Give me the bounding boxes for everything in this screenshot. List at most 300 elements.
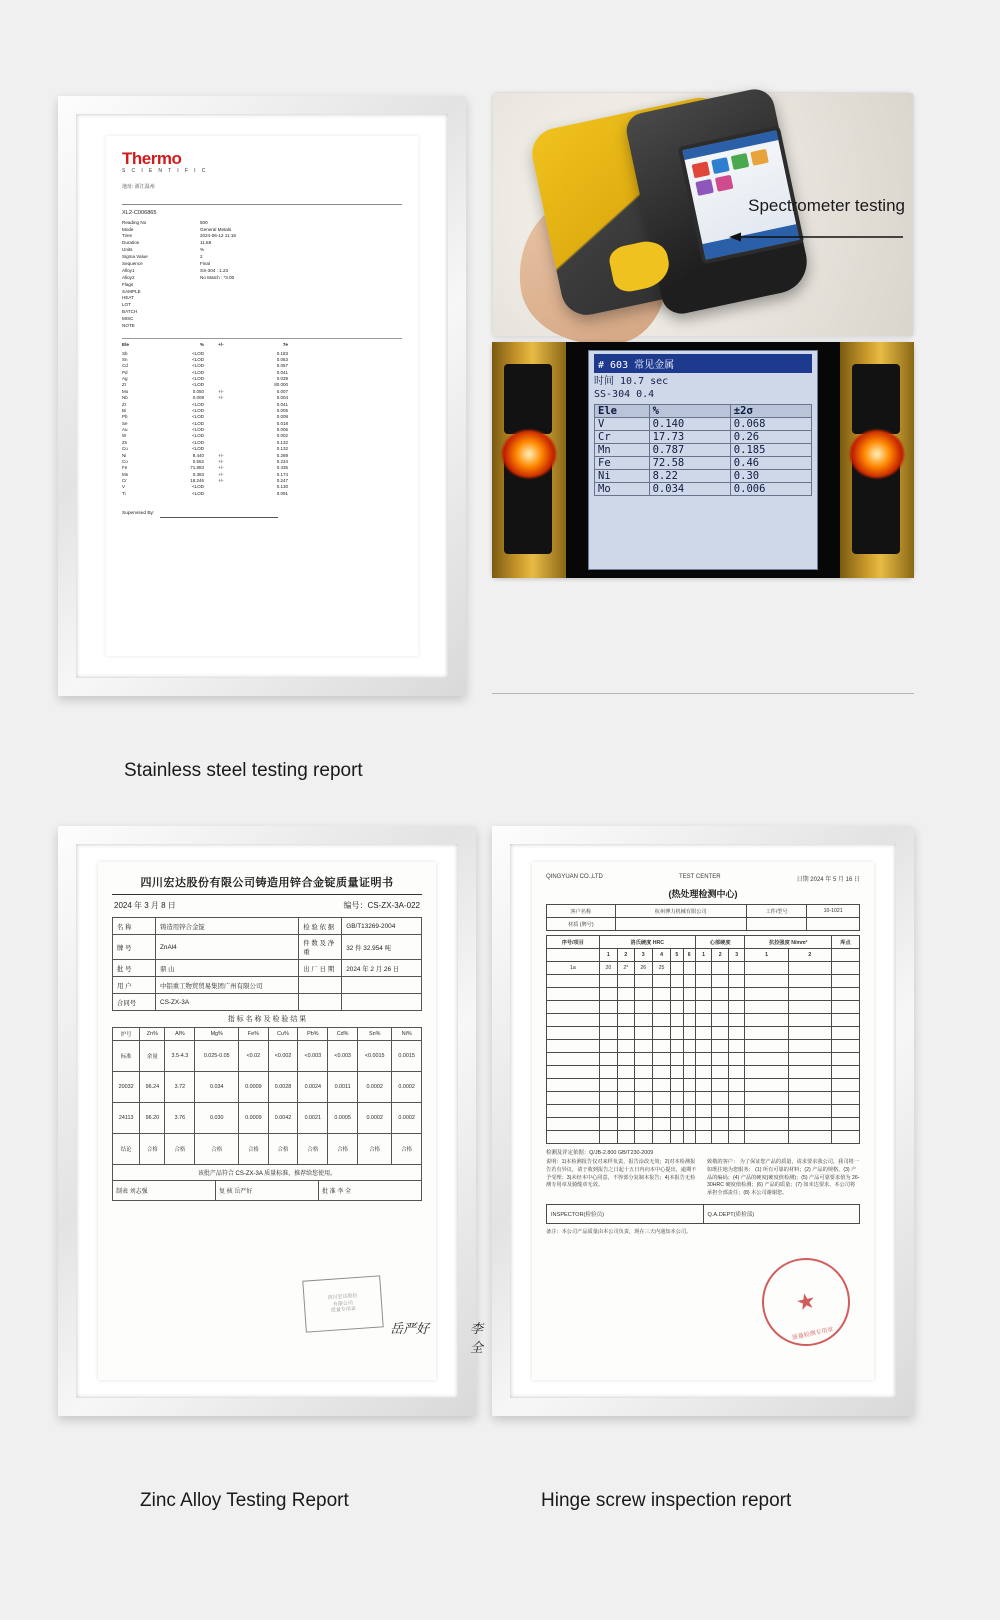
hinge-measure-cell (671, 1118, 683, 1131)
hinge-measure-cell (599, 1105, 617, 1118)
thermo-field-value: 11.68 (200, 240, 212, 246)
zinc-meta-table (112, 917, 422, 1011)
zinc-cell: 合格 (140, 1134, 165, 1165)
col-pct: % (199, 341, 204, 347)
zinc-cell: 0.0009 (239, 1072, 269, 1103)
hinge-measure-cell (634, 1040, 652, 1053)
hinge-measure-cell (547, 1131, 600, 1144)
stainless-report-inner (76, 114, 448, 678)
divider-middle (122, 338, 402, 339)
zinc-number-value: CS-ZX-3A-022 (367, 901, 420, 910)
zinc-cell: 合格 (328, 1134, 358, 1165)
hinge-measure-cell (788, 1053, 831, 1066)
thermo-field-key: Alloy1 (122, 267, 135, 273)
hinge-measure-cell (652, 1027, 670, 1040)
element-symbol: Sn (122, 356, 128, 362)
hinge-measure-row (547, 1066, 860, 1079)
zinc-meta-value-2: GB/T13269-2004 (342, 918, 422, 935)
element-pm: +/- (218, 478, 224, 484)
thermo-document-id: XL2-C006865 (122, 209, 157, 216)
hinge-measure-cell (652, 1131, 670, 1144)
result-photo (492, 342, 914, 578)
col-ele: Ele (122, 341, 129, 347)
zinc-meta-value: 中铝重工物贸贸易集团广州有限公司 (156, 977, 299, 994)
result-row (595, 457, 812, 470)
zinc-report-number (344, 900, 420, 911)
hinge-measure-cell (671, 975, 683, 988)
rail-slot-right-top (852, 364, 900, 434)
hinge-measure-cell (683, 1027, 695, 1040)
hinge-measure-cell (745, 975, 788, 988)
result-table (594, 404, 812, 496)
hinge-meta-label-2: 工件/型号 (746, 905, 806, 918)
element-error: 0.006 (276, 427, 288, 433)
hinge-inspector-label: INSPECTOR(检验员) (547, 1205, 704, 1223)
hinge-measure-cell (618, 1092, 635, 1105)
zinc-row-label: 20032 (113, 1072, 140, 1103)
hinge-measure-cell (831, 1053, 859, 1066)
hinge-measure-cell (831, 988, 859, 1001)
zinc-cell: 余量 (140, 1041, 165, 1072)
hinge-meta-row (547, 918, 860, 931)
hinge-measure-cell (683, 1079, 695, 1092)
result-percent: 0.787 (649, 444, 730, 457)
element-percent: 18.246 (190, 478, 204, 484)
hinge-measure-cell (652, 1118, 670, 1131)
element-pm (204, 491, 238, 497)
hinge-measure-cell: 2* (618, 962, 635, 975)
thermo-field-row (122, 295, 402, 302)
hinge-measure-cell (728, 1092, 745, 1105)
caption-zinc: Zinc Alloy Testing Report (140, 1490, 349, 1511)
element-symbol: Zr (122, 401, 127, 407)
thermo-logo: Thermo (122, 149, 182, 168)
hinge-measure-cell (599, 1079, 617, 1092)
rail-slot-left-top (504, 364, 552, 434)
hinge-measure-cell (634, 1105, 652, 1118)
hinge-sub-header: 3 (634, 949, 652, 962)
element-error: 0.063 (276, 356, 288, 362)
zinc-meta-row (113, 994, 422, 1011)
zinc-column-header: Zn% (140, 1028, 165, 1041)
hinge-measure-cell (671, 1053, 683, 1066)
hinge-measure-cell (618, 1131, 635, 1144)
element-symbol: Pd (122, 369, 128, 375)
hinge-sub-header-blank (547, 949, 600, 962)
zinc-signature-row (112, 1181, 422, 1201)
hinge-measure-cell (695, 988, 712, 1001)
hinge-measure-cell (831, 1105, 859, 1118)
thermo-field-row (122, 254, 402, 261)
zinc-meta-label: 名 称 (113, 918, 156, 935)
hinge-measure-cell (652, 975, 670, 988)
hinge-measure-cell (728, 1040, 745, 1053)
element-symbol: Cd (122, 363, 128, 369)
zinc-report-page (98, 862, 484, 1380)
hinge-sub-header: 4 (652, 949, 670, 962)
zinc-meta-row (113, 960, 422, 977)
hinge-measure-cell (712, 1118, 729, 1131)
hinge-measure-cell (618, 1014, 635, 1027)
hinge-note-right: 致敬的客户： 为了保证您产品的质量，请求要求我公司，我司将一如既往地为您服务： (1) 所有可靠的材料；(2) 产品的规格、(3) 产品的编码；(4) 产品的硬度(硬度值检测)；(5) 产品可靠要求值为 26-30HRC 硬度值检测；(6) 产品的质量；(7) 如未达要求，本公司将承担全部责任；(8) 本公司谢谢您。 (707, 1159, 860, 1197)
hinge-quality-stamp (754, 1250, 858, 1354)
element-symbol: Mn (122, 471, 129, 477)
hinge-meta-value-2 (807, 918, 860, 931)
hinge-meta-value (615, 918, 746, 931)
hinge-measure-cell (695, 1053, 712, 1066)
element-error: 0.091 (276, 490, 288, 496)
hinge-measure-cell (547, 1040, 600, 1053)
element-error: 0.041 (276, 369, 288, 375)
hinge-sub-header: 2 (712, 949, 729, 962)
hinge-measure-cell (712, 1001, 729, 1014)
zinc-cell: 0.034 (195, 1072, 239, 1103)
hinge-note-left: 说明：1)本检测报告仅对来样负责，报告涂改无效；2)对本检测报告若有异议，请于收到报告之日起十五日内向本中心提出，逾期不予受理；3)未经本中心同意，不得部分复制本报告；4)本报告无检测专用章及骑缝章无效。 (546, 1159, 697, 1189)
hinge-meta-value-2: 10-1021 (807, 905, 860, 918)
result-sigma: 0.30 (730, 470, 811, 483)
hinge-sub-header: 1 (745, 949, 788, 962)
zinc-cell: 3.76 (165, 1103, 195, 1134)
result-col-ele: Ele (595, 405, 650, 418)
thermo-field-value: 2 (200, 254, 203, 260)
hinge-measure-cell (695, 1131, 712, 1144)
hinge-measure-cell (745, 988, 788, 1001)
hinge-measure-cell (599, 975, 617, 988)
hinge-measure-cell (745, 1053, 788, 1066)
element-symbol: Ni (122, 452, 127, 458)
hinge-measure-cell (618, 1040, 635, 1053)
zinc-meta-value-2 (342, 977, 422, 994)
hinge-measure-cell: 26 (634, 962, 652, 975)
hinge-measure-body (547, 962, 860, 1144)
zinc-column-header: Ni% (392, 1028, 422, 1041)
zinc-cell: 合格 (358, 1134, 392, 1165)
hinge-measure-cell (695, 1040, 712, 1053)
zinc-signature-cell: 制表 刘志强 (113, 1181, 216, 1200)
supervised-by-label: Supervised By: (122, 511, 155, 517)
zinc-column-header: Mg% (195, 1028, 239, 1041)
element-error: 0.005 (276, 407, 288, 413)
element-percent: <LOD (192, 433, 204, 439)
zinc-result-row (113, 1041, 422, 1072)
result-element: Mn (595, 444, 650, 457)
hinge-group-header: 抗拉强度 N/mm² (745, 936, 831, 949)
hinge-measure-row (547, 1131, 860, 1144)
thermo-field-row (122, 220, 402, 227)
hinge-measure-cell (831, 1092, 859, 1105)
zinc-meta-value: CS-ZX-3A (156, 994, 299, 1011)
element-percent: 0.552 (192, 458, 204, 464)
element-percent: <LOD (192, 439, 204, 445)
hinge-measure-cell (788, 1066, 831, 1079)
hinge-measure-cell (728, 1027, 745, 1040)
hinge-measure-cell (634, 1131, 652, 1144)
hinge-measure-cell (728, 1118, 745, 1131)
hinge-measure-cell (634, 1053, 652, 1066)
hinge-stamp-text: 质量检测专用章 (791, 1326, 835, 1342)
element-percent: <LOD (192, 356, 204, 362)
hinge-measure-cell (599, 988, 617, 1001)
hinge-report-page (532, 862, 874, 1380)
element-percent: <LOD (192, 490, 204, 496)
result-sigma: 0.006 (730, 483, 811, 496)
hinge-measure-cell (671, 1105, 683, 1118)
zinc-signature-cell: 复 核 岳严好 (216, 1181, 319, 1200)
hinge-measure-cell (599, 1014, 617, 1027)
spectrometer-photo (493, 93, 913, 336)
hinge-measure-cell (599, 1131, 617, 1144)
element-percent: <LOD (192, 446, 204, 452)
hinge-measure-cell (652, 1066, 670, 1079)
result-sigma: 0.46 (730, 457, 811, 470)
zinc-meta-label-2: 件 数 及 净 重 (299, 935, 342, 960)
hinge-measure-cell (712, 1014, 729, 1027)
hinge-measure-cell (618, 1066, 635, 1079)
hinge-measure-cell (745, 962, 788, 975)
hinge-measure-cell (831, 975, 859, 988)
element-percent: <LOD (192, 382, 204, 388)
element-symbol: Au (122, 427, 128, 433)
hinge-bottom-note: 备注：本公司产品质量由本公司负责，现在三天内通知本公司。 (546, 1228, 692, 1235)
zinc-meta-label: 批 号 (113, 960, 156, 977)
zinc-cell: <0.003 (298, 1041, 328, 1072)
zinc-report-frame (58, 826, 484, 1416)
hinge-measure-cell (599, 1092, 617, 1105)
result-alloy: SS-304 0.4 (594, 388, 655, 400)
hinge-measure-cell (683, 1040, 695, 1053)
hinge-measure-cell (712, 1066, 729, 1079)
zinc-result-header-row (113, 1028, 422, 1041)
thermo-field-key: Alloy2 (122, 274, 135, 280)
element-percent: <LOD (192, 484, 204, 490)
element-error: 0.039 (276, 376, 288, 382)
hinge-meta-row (547, 905, 860, 918)
hinge-sub-header: 3 (728, 949, 745, 962)
thermo-field-value: No Match : *3.00 (200, 274, 235, 280)
element-error: 0.018 (276, 420, 288, 426)
zinc-cell: 3.72 (165, 1072, 195, 1103)
stamp-star-icon: ★ (793, 1287, 819, 1316)
zinc-meta-value: 铸造用锌合金锭 (156, 918, 299, 935)
hinge-measure-cell (788, 1118, 831, 1131)
zinc-column-header: Sn% (358, 1028, 392, 1041)
annotation-label: Spectrometer testing (748, 196, 905, 215)
element-table-header (122, 342, 402, 351)
element-symbol: V (122, 484, 126, 490)
thermo-field-row (122, 289, 402, 296)
hinge-measure-cell (683, 1131, 695, 1144)
hinge-measure-row (547, 1118, 860, 1131)
hinge-measure-row (547, 1040, 860, 1053)
hinge-qa-label: Q.A.DEPT(质检部) (707, 1211, 755, 1218)
thermo-field-row (122, 233, 402, 240)
stainless-report-frame (58, 96, 466, 696)
thermo-field-key: Flags (122, 281, 134, 287)
hinge-measure-cell (547, 1014, 600, 1027)
hinge-measure-cell (547, 1027, 600, 1040)
hinge-meta-value: 杭州博力机械有限公司 (615, 905, 746, 918)
element-percent: 8.440 (192, 452, 204, 458)
result-percent: 72.58 (649, 457, 730, 470)
element-table-body (122, 351, 402, 498)
hinge-measure-row (547, 1079, 860, 1092)
zinc-column-header: Cd% (328, 1028, 358, 1041)
element-error: 0.247 (276, 478, 288, 484)
element-error: 0.041 (276, 401, 288, 407)
thermo-field-row (122, 323, 402, 330)
zinc-row-label: 24113 (113, 1103, 140, 1134)
hinge-notes-block (546, 1159, 860, 1198)
hinge-measure-cell (618, 1001, 635, 1014)
hinge-measure-cell (547, 1105, 600, 1118)
zinc-row-label: 标准 (113, 1041, 140, 1072)
hinge-measure-cell (788, 988, 831, 1001)
hinge-measure-cell (788, 1001, 831, 1014)
hinge-report-frame (492, 826, 914, 1416)
hinge-measure-cell (634, 1079, 652, 1092)
thermo-field-key: Duration (122, 240, 140, 246)
thermo-field-value: % (200, 247, 205, 253)
zinc-row-label: 结论 (113, 1134, 140, 1165)
zinc-result-row (113, 1134, 422, 1165)
result-row (595, 431, 812, 444)
zinc-cell: <0.002 (268, 1041, 298, 1072)
zinc-result-row (113, 1103, 422, 1134)
element-symbol: Ag (122, 376, 128, 382)
hinge-measure-cell: 1a (547, 962, 600, 975)
hinge-measure-cell: 20 (599, 962, 617, 975)
hinge-measure-cell (618, 1118, 635, 1131)
zinc-meta-label-2 (299, 994, 342, 1011)
thermo-field-row (122, 316, 402, 323)
hinge-measure-cell (745, 1105, 788, 1118)
col-err: 7e (282, 341, 288, 347)
hinge-measure-row (547, 1105, 860, 1118)
hinge-measure-row (547, 1014, 860, 1027)
element-percent: <LOD (192, 407, 204, 413)
hinge-measure-cell (547, 975, 600, 988)
hinge-measure-cell (745, 1118, 788, 1131)
hinge-measure-cell (695, 1001, 712, 1014)
element-symbol: Bi (122, 407, 127, 413)
hinge-measure-cell (695, 1092, 712, 1105)
hinge-measure-cell (695, 1079, 712, 1092)
zinc-meta-value-2: 2024 年 2 月 26 日 (342, 960, 422, 977)
hinge-measure-cell (547, 1001, 600, 1014)
zinc-meta-value-2: 32 件 32.954 吨 (342, 935, 422, 960)
hinge-measure-cell (788, 1014, 831, 1027)
hinge-measure-cell (728, 1079, 745, 1092)
hinge-measure-cell (671, 988, 683, 1001)
thermo-field-key: Mode (122, 226, 134, 232)
thermo-field-value: Final (200, 260, 210, 266)
hinge-measure-cell (728, 1001, 745, 1014)
zinc-conclusion: 该批产品符合 CS-ZX-3A 质量标准，推荐给您使用。 (112, 1165, 422, 1181)
hinge-measure-cell (671, 962, 683, 975)
element-symbol: Ti (122, 490, 126, 496)
hinge-measure-cell (634, 1027, 652, 1040)
spectrometer-result-card (492, 342, 914, 578)
hinge-standard-note: 检测及评定依据：Q/JB-2.800 GB/T230-2009 (546, 1150, 654, 1156)
element-percent: 71.883 (190, 465, 204, 471)
hinge-measure-cell (712, 975, 729, 988)
zinc-cell: 0.0021 (298, 1103, 328, 1134)
hinge-measure-cell (745, 1014, 788, 1027)
zinc-meta-value-2 (342, 994, 422, 1011)
hinge-measure-cell (634, 988, 652, 1001)
hinge-measure-cell (652, 1014, 670, 1027)
hinge-measure-cell (599, 1027, 617, 1040)
result-lcd-screen (588, 350, 818, 570)
result-sigma: 0.068 (730, 418, 811, 431)
hinge-measure-cell (671, 1131, 683, 1144)
thermo-field-value: 500 (200, 219, 208, 225)
result-element: Ni (595, 470, 650, 483)
hinge-measure-cell (712, 1053, 729, 1066)
supervised-by-line (160, 511, 278, 518)
zinc-cell: 合格 (195, 1134, 239, 1165)
zinc-meta-value: 鼎 山 (156, 960, 299, 977)
element-error: 0.132 (276, 446, 288, 452)
zinc-cell: 合格 (165, 1134, 195, 1165)
zinc-report-subline (114, 900, 420, 911)
hinge-measure-cell (831, 1131, 859, 1144)
hinge-date: 日期 2024 年 5 月 16 日 (796, 877, 860, 883)
element-symbol: Zr (122, 382, 127, 388)
hinge-measure-cell (652, 988, 670, 1001)
hinge-measure-cell (788, 1040, 831, 1053)
hinge-measure-cell (634, 1001, 652, 1014)
divider-top (122, 204, 402, 205)
element-symbol: Sb (122, 350, 128, 356)
hinge-measure-cell (712, 1040, 729, 1053)
hinge-measure-cell (683, 1118, 695, 1131)
zinc-cell: 合格 (392, 1134, 422, 1165)
hinge-measure-cell (547, 1092, 600, 1105)
result-row (595, 483, 812, 496)
result-table-header-row (595, 405, 812, 418)
hinge-measure-cell (745, 1092, 788, 1105)
zinc-report-date: 2024 年 3 月 8 日 (114, 901, 176, 910)
hinge-measure-cell (831, 1079, 859, 1092)
hinge-measure-cell (712, 1079, 729, 1092)
element-error: 0.130 (276, 484, 288, 490)
hinge-measure-cell (618, 1027, 635, 1040)
element-symbol: Se (122, 420, 128, 426)
result-element: Mo (595, 483, 650, 496)
zinc-meta-label-2: 出 厂 日 期 (299, 960, 342, 977)
zinc-meta-label-2 (299, 977, 342, 994)
caption-hinge: Hinge screw inspection report (541, 1490, 792, 1511)
spectrometer-photo-card (492, 92, 914, 337)
hinge-group-header: 心部硬度 (695, 936, 745, 949)
thermo-field-key: LOT (122, 302, 131, 308)
hinge-measure-cell (618, 975, 635, 988)
element-symbol: Nb (122, 395, 128, 401)
hinge-measure-cell (547, 1079, 600, 1092)
thermo-field-key: MISC (122, 316, 134, 322)
hinge-measure-cell (634, 975, 652, 988)
hinge-measure-cell (831, 1040, 859, 1053)
hinge-sub-header: 1 (599, 949, 617, 962)
zinc-result-row (113, 1072, 422, 1103)
annotation-arrow-icon (729, 231, 903, 243)
hinge-measure-cell (671, 1092, 683, 1105)
hinge-measure-cell (728, 1105, 745, 1118)
thermo-field-value: SS-304 : 1.23 (200, 267, 229, 273)
hinge-measure-cell (618, 988, 635, 1001)
hinge-company-name: QINGYUAN CO.,LTD (546, 874, 603, 880)
